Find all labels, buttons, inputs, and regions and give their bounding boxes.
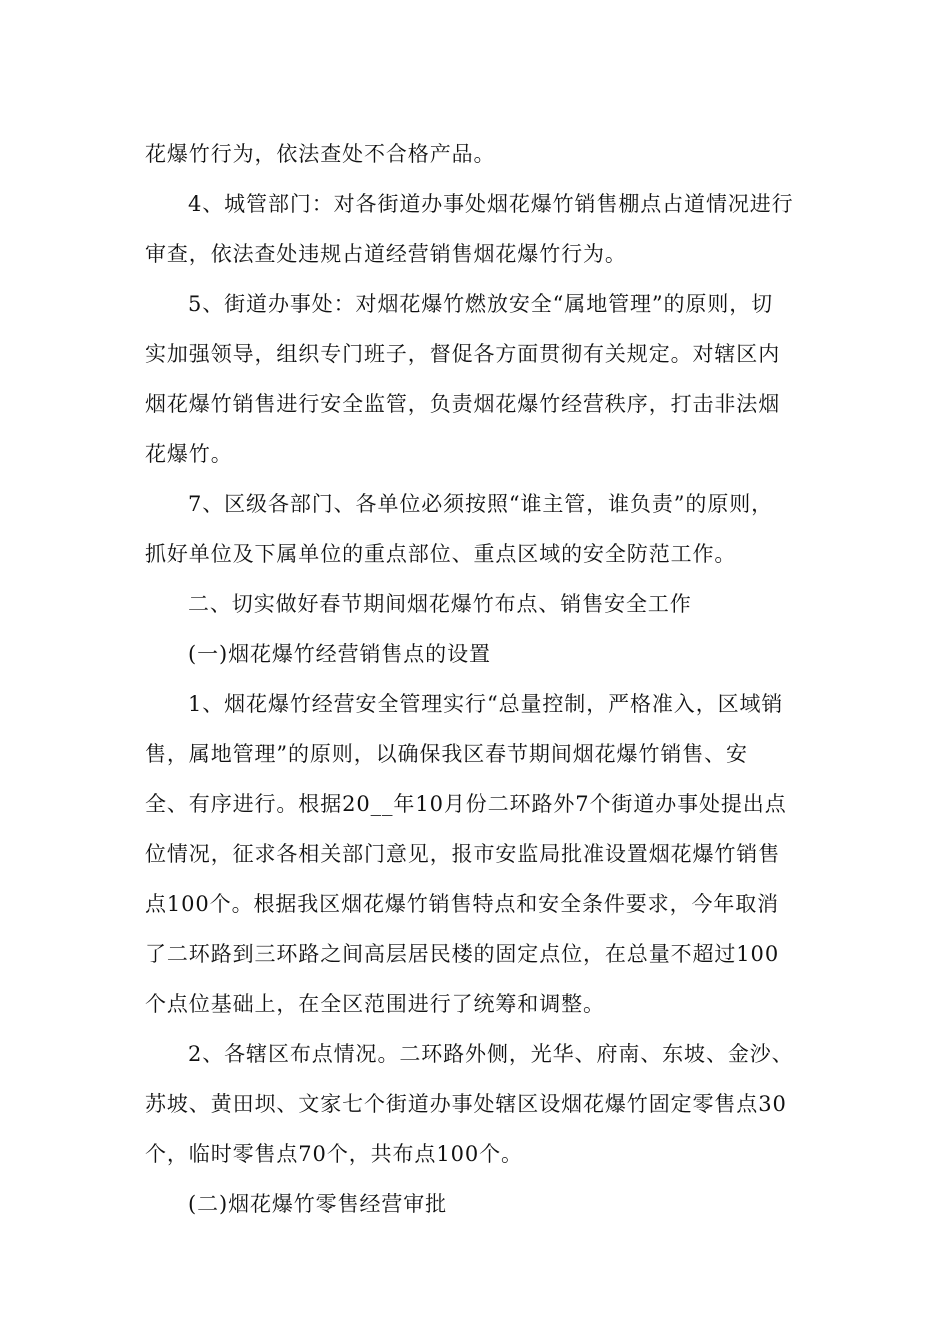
text-line: 花爆竹。 (145, 442, 233, 466)
text-line: 了二环路到三环路之间高层居民楼的固定点位，在总量不超过100 (145, 942, 780, 966)
text-line: 点100个。根据我区烟花爆竹销售特点和安全条件要求，今年取消 (145, 892, 780, 916)
text-line: 审查，依法查处违规占道经营销售烟花爆竹行为。 (145, 242, 627, 266)
text-line: 抓好单位及下属单位的重点部位、重点区域的安全防范工作。 (145, 542, 737, 566)
text-line: 4、城管部门：对各街道办事处烟花爆竹销售棚点占道情况进行 (188, 192, 794, 216)
text-line: 全、有序进行。根据20__年10月份二环路外7个街道办事处提出点 (145, 792, 787, 816)
text-line: 售，属地管理”的原则，以确保我区春节期间烟花爆竹销售、安 (145, 742, 748, 766)
document-body (145, 129, 807, 1229)
text-line: 7、区级各部门、各单位必须按照“谁主管，谁负责”的原则， (188, 492, 774, 516)
subsection-heading: (二)烟花爆竹零售经营审批 (188, 1192, 448, 1216)
section-heading: 二、切实做好春节期间烟花爆竹布点、销售安全工作 (188, 592, 692, 616)
text-line: 位情况，征求各相关部门意见，报市安监局批准设置烟花爆竹销售 (145, 842, 781, 866)
text-line: 个点位基础上，在全区范围进行了统筹和调整。 (145, 992, 605, 1016)
text-line: 苏坡、黄田坝、文家七个街道办事处辖区设烟花爆竹固定零售点30 (145, 1092, 787, 1116)
text-line: 花爆竹行为，依法查处不合格产品。 (145, 142, 496, 166)
text-line: 个，临时零售点70个，共布点100个。 (145, 1142, 523, 1166)
text-line: 1、烟花爆竹经营安全管理实行“总量控制，严格准入，区域销 (188, 692, 784, 716)
text-line: 实加强领导，组织专门班子，督促各方面贯彻有关规定。对辖区内 (145, 342, 781, 366)
text-line: 5、街道办事处：对烟花爆竹燃放安全“属地管理”的原则，切 (188, 292, 774, 316)
subsection-heading: (一)烟花爆竹经营销售点的设置 (188, 642, 491, 666)
text-line: 2、各辖区布点情况。二环路外侧，光华、府南、东坡、金沙、 (188, 1042, 794, 1066)
text-line: 烟花爆竹销售进行安全监管，负责烟花爆竹经营秩序，打击非法烟 (145, 392, 781, 416)
